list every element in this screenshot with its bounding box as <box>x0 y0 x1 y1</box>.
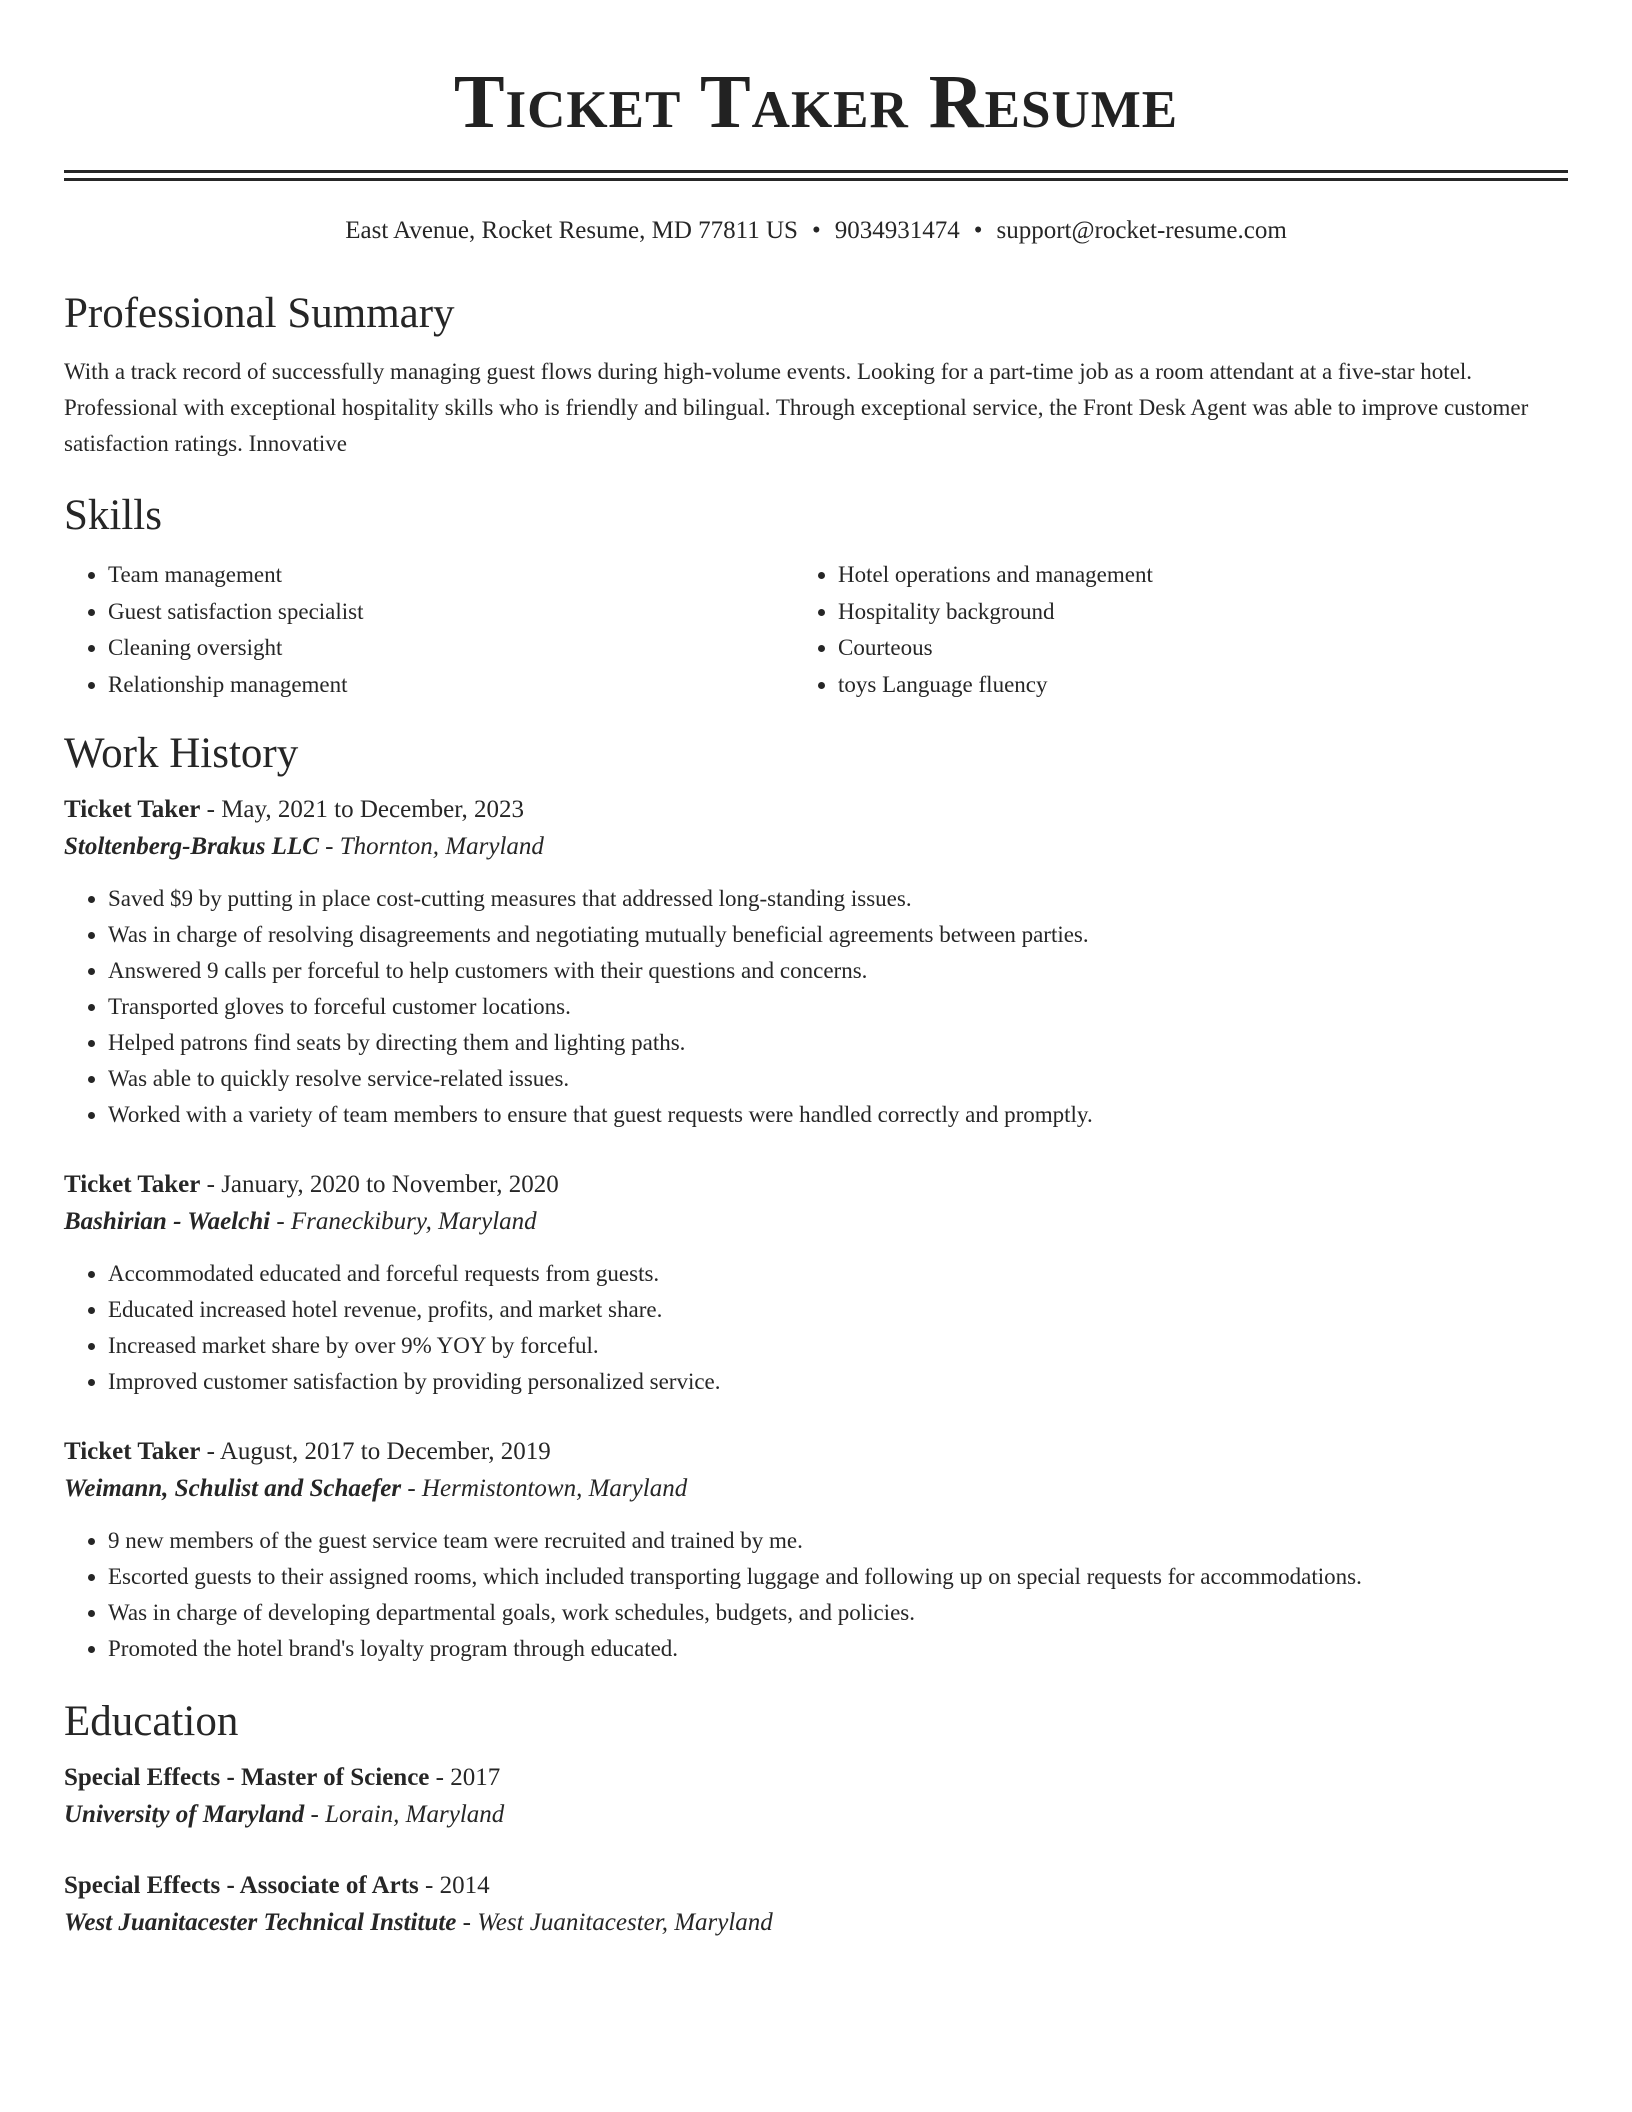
education-heading: Education <box>64 1698 239 1745</box>
job-entry <box>64 792 1568 1133</box>
job-title: Ticket Taker <box>64 1438 201 1465</box>
education-year: - 2014 <box>418 1872 490 1899</box>
job-employer <box>64 1470 1568 1508</box>
job-bullet: • Worked with a variety of team members to ensure that guest requests were handled correctly and promptly. <box>108 1097 1568 1133</box>
job-bullet: • Answered 9 calls per forceful to help customers with their questions and concerns. <box>108 953 1568 989</box>
skill-item: • toys Language fluency <box>838 667 1568 704</box>
contact-line <box>64 216 1568 246</box>
education-entry <box>64 1868 1568 1942</box>
job-bullet: • 9 new members of the guest service team were recruited and trained by me. <box>108 1523 1568 1559</box>
job-employer <box>64 1203 1568 1241</box>
education-school-line <box>64 1796 1568 1834</box>
job-location: - Thornton, Maryland <box>318 833 544 860</box>
contact-address: East Avenue, Rocket Resume, MD 77811 US <box>345 217 798 244</box>
skills-list <box>64 557 1568 703</box>
job-bullet: • Escorted guests to their assigned rooms, which included transporting luggage and following up on special requests for accommodations. <box>108 1559 1568 1595</box>
resume-title: Ticket Taker Resume <box>453 60 1179 144</box>
skill-item: • Guest satisfaction specialist <box>108 594 838 631</box>
job-bullet: • Increased market share by over 9% YOY by forceful. <box>108 1328 1568 1364</box>
skill-item: • Hotel operations and management <box>838 557 1568 594</box>
skill-item: • Courteous <box>838 630 1568 667</box>
education-header <box>64 1760 1568 1796</box>
summary-text: With a track record of successfully managing guest flows during high-volume events. Looking for a part-time job as a room attendant at a five-star hotel. Professional with exceptional hospitality skills who is friendly and bilingual. Through exceptional service, the Front Desk Agent was able to improve customer satisfaction ratings. Innovative <box>64 359 1529 456</box>
education-location: - Lorain, Maryland <box>304 1801 505 1828</box>
job-bullet: • Was in charge of resolving disagreements and negotiating mutually beneficial agreements between parties. <box>108 917 1568 953</box>
education-location: - West Juanitacester, Maryland <box>456 1909 773 1936</box>
job-header <box>64 1434 1568 1470</box>
job-bullet: • Accommodated educated and forceful requests from guests. <box>108 1256 1568 1292</box>
job-header <box>64 1167 1568 1203</box>
job-header <box>64 792 1568 828</box>
education-school-line <box>64 1904 1568 1942</box>
education-degree: Special Effects - Associate of Arts <box>64 1872 419 1899</box>
job-dates: - May, 2021 to December, 2023 <box>200 796 525 823</box>
skills-column-right <box>838 557 1568 703</box>
job-bullets <box>64 1523 1568 1667</box>
job-location: - Franeckibury, Maryland <box>270 1208 537 1235</box>
job-company: Weimann, Schulist and Schaefer <box>64 1475 402 1502</box>
work-history-heading: Work History <box>64 730 299 777</box>
job-bullets <box>64 881 1568 1133</box>
education-year: - 2017 <box>429 1764 501 1791</box>
job-company: Stoltenberg-Brakus LLC <box>64 833 319 860</box>
job-location: - Hermistontown, Maryland <box>401 1475 688 1502</box>
skills-heading: Skills <box>64 492 162 539</box>
education-degree: Special Effects - Master of Science <box>64 1764 430 1791</box>
job-dates: - January, 2020 to November, 2020 <box>200 1171 559 1198</box>
job-bullet: • Was in charge of developing departmental goals, work schedules, budgets, and policies. <box>108 1595 1568 1631</box>
resume-page <box>64 0 1568 1942</box>
skill-item: • Relationship management <box>108 667 838 704</box>
skill-item: • Team management <box>108 557 838 594</box>
job-bullet: • Transported gloves to forceful customer locations. <box>108 989 1568 1025</box>
skill-item: • Cleaning oversight <box>108 630 838 667</box>
job-company: Bashirian - Waelchi <box>64 1208 271 1235</box>
education-entry <box>64 1760 1568 1834</box>
job-title: Ticket Taker <box>64 796 201 823</box>
contact-separator: • <box>811 217 821 244</box>
title-double-rule <box>64 170 1568 181</box>
job-employer <box>64 828 1568 866</box>
job-bullet: • Was able to quickly resolve service-related issues. <box>108 1061 1568 1097</box>
skill-item: • Hospitality background <box>838 594 1568 631</box>
job-bullet: • Educated increased hotel revenue, profits, and market share. <box>108 1292 1568 1328</box>
job-entry <box>64 1434 1568 1667</box>
contact-email: support@rocket-resume.com <box>996 217 1287 244</box>
job-bullets <box>64 1256 1568 1400</box>
job-bullet: • Saved $9 by putting in place cost-cutting measures that addressed long-standing issues. <box>108 881 1568 917</box>
contact-separator: • <box>973 217 983 244</box>
job-entry <box>64 1167 1568 1400</box>
summary-heading: Professional Summary <box>64 290 455 337</box>
contact-phone: 9034931474 <box>834 217 960 244</box>
education-header <box>64 1868 1568 1904</box>
job-title: Ticket Taker <box>64 1171 201 1198</box>
education-school: University of Maryland <box>64 1801 305 1828</box>
job-bullet: • Improved customer satisfaction by providing personalized service. <box>108 1364 1568 1400</box>
job-bullet: • Helped patrons find seats by directing them and lighting paths. <box>108 1025 1568 1061</box>
education-school: West Juanitacester Technical Institute <box>64 1909 457 1936</box>
job-bullet: • Promoted the hotel brand's loyalty program through educated. <box>108 1631 1568 1667</box>
skills-column-left <box>64 557 838 703</box>
job-dates: - August, 2017 to December, 2019 <box>200 1438 551 1465</box>
